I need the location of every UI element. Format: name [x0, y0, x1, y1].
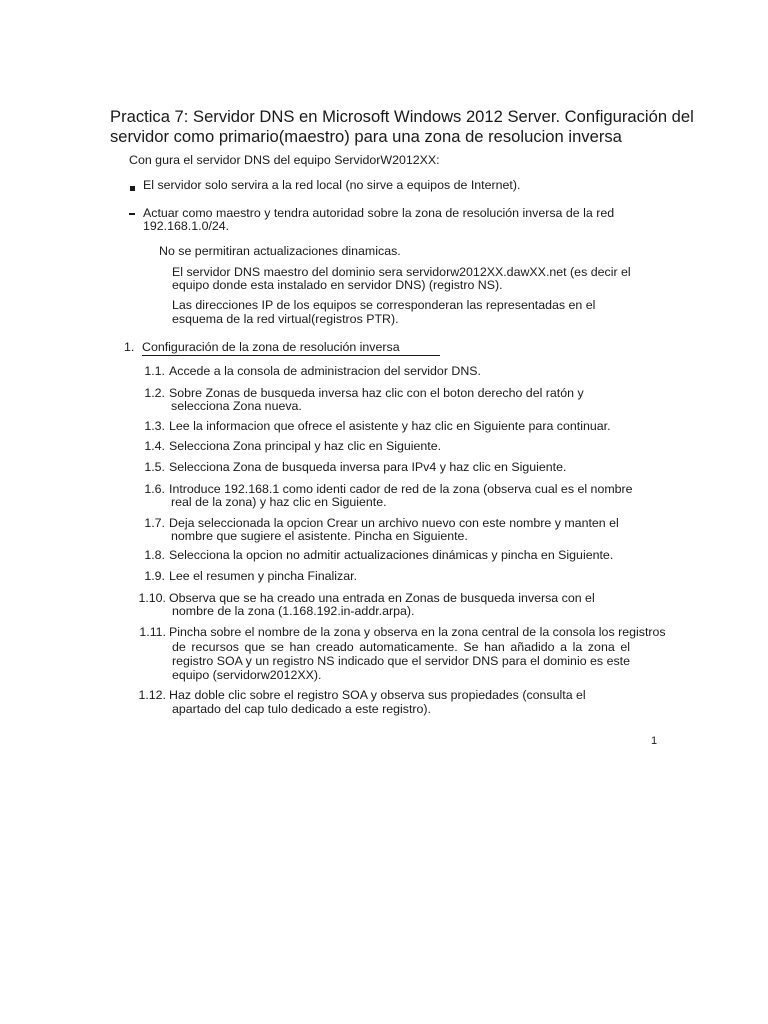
step-text-continued: real de la zona) y haz clic en Siguiente. — [171, 495, 387, 509]
step-text-continued: nombre de la zona (1.168.192.in-addr.arpa). — [172, 604, 415, 618]
step-text: Deja seleccionada la opcion Crear un archivo nuevo con este nombre y manten el — [169, 516, 619, 530]
step-number: 1.2. — [144, 386, 165, 400]
page-number: 1 — [651, 735, 658, 747]
step-number: 1.7. — [144, 516, 165, 530]
step-text: Selecciona la opcion no admitir actualizaciones dinámicas y pincha en Siguiente. — [169, 548, 614, 562]
note-text: esquema de la red virtual(registros PTR). — [172, 312, 399, 326]
step-text-continued: nombre que sugiere el asistente. Pincha en Siguiente. — [171, 529, 468, 543]
step-text: Sobre Zonas de busqueda inversa haz clic con el boton derecho del ratón y — [169, 386, 584, 400]
step-text: Introduce 192.168.1 como identi cador de red de la zona (observa cual es el nombre — [169, 482, 633, 496]
step-text: Observa que se ha creado una entrada en Zonas de busqueda inversa con el — [169, 591, 595, 605]
note-text: No se permitiran actualizaciones dinamicas. — [159, 244, 401, 258]
intro-text: Con gura el servidor DNS del equipo ServidorW2012XX: — [129, 153, 440, 167]
document-title: Practica 7: Servidor DNS en Microsoft Windows 2012 Server. Configuración del servidor como primario(maestro) para una zona de resolucion inversa — [110, 107, 694, 146]
step-number: 1.1. — [144, 364, 165, 378]
note-text: Las direcciones IP de los equipos se corresponderan las representadas en el — [172, 298, 596, 312]
step-text-continued: equipo (servidorw2012XX). — [172, 668, 322, 682]
step-text: Pincha sobre el nombre de la zona y observa en la zona central de la consola los registros — [169, 625, 666, 639]
step-number: 1.5. — [144, 460, 165, 474]
step-number: 1.11. — [139, 625, 166, 639]
step-number: 1.10. — [138, 591, 166, 605]
step-text: Lee la informacion que ofrece el asistente y haz clic en Siguiente para continuar. — [169, 419, 611, 433]
step-number: 1.6. — [144, 482, 165, 496]
step-text-continued: apartado del cap tulo dedicado a este registro). — [172, 702, 431, 716]
step-number: 1.9. — [144, 569, 165, 583]
bullet-marker — [130, 180, 135, 195]
section-number: 1. — [124, 340, 135, 354]
note-text: equipo donde esta instalado en servidor DNS) (registro NS). — [172, 278, 503, 292]
step-text: Selecciona Zona de busqueda inversa para IPv4 y haz clic en Siguiente. — [169, 460, 567, 474]
section-heading: Configuración de la zona de resolución inversa — [142, 340, 400, 354]
step-text: Lee el resumen y pincha Finalizar. — [169, 569, 358, 583]
bullet-text: El servidor solo servira a la red local (no sirve a equipos de Internet). — [143, 178, 521, 192]
note-text: El servidor DNS maestro del dominio sera servidorw2012XX.dawXX.net (es decir el — [172, 265, 631, 279]
step-text-continued: selecciona Zona nueva. — [171, 399, 302, 413]
step-text: Haz doble clic sobre el registro SOA y observa sus propiedades (consulta el — [169, 688, 586, 702]
step-text: Accede a la consola de administracion del servidor DNS. — [169, 364, 481, 378]
step-text-continued: registro SOA y un registro NS indicado que el servidor DNS para el dominio es este — [172, 654, 630, 668]
step-number: 1.4. — [144, 439, 165, 453]
step-text: Selecciona Zona principal y haz clic en Siguiente. — [169, 439, 442, 453]
bullet-text-continued: 192.168.1.0/24. — [143, 219, 230, 233]
section-underline — [142, 355, 440, 356]
step-number: 1.8. — [144, 548, 165, 562]
step-number: 1.12. — [138, 688, 166, 702]
bullet-text: Actuar como maestro y tendra autoridad sobre la zona de resolución inversa de la red — [143, 206, 615, 220]
step-number: 1.3. — [144, 419, 165, 433]
bullet-marker — [129, 204, 135, 219]
step-text-continued: de recursos que se han creado automaticamente. Se han añadido a la zona el — [172, 640, 630, 654]
